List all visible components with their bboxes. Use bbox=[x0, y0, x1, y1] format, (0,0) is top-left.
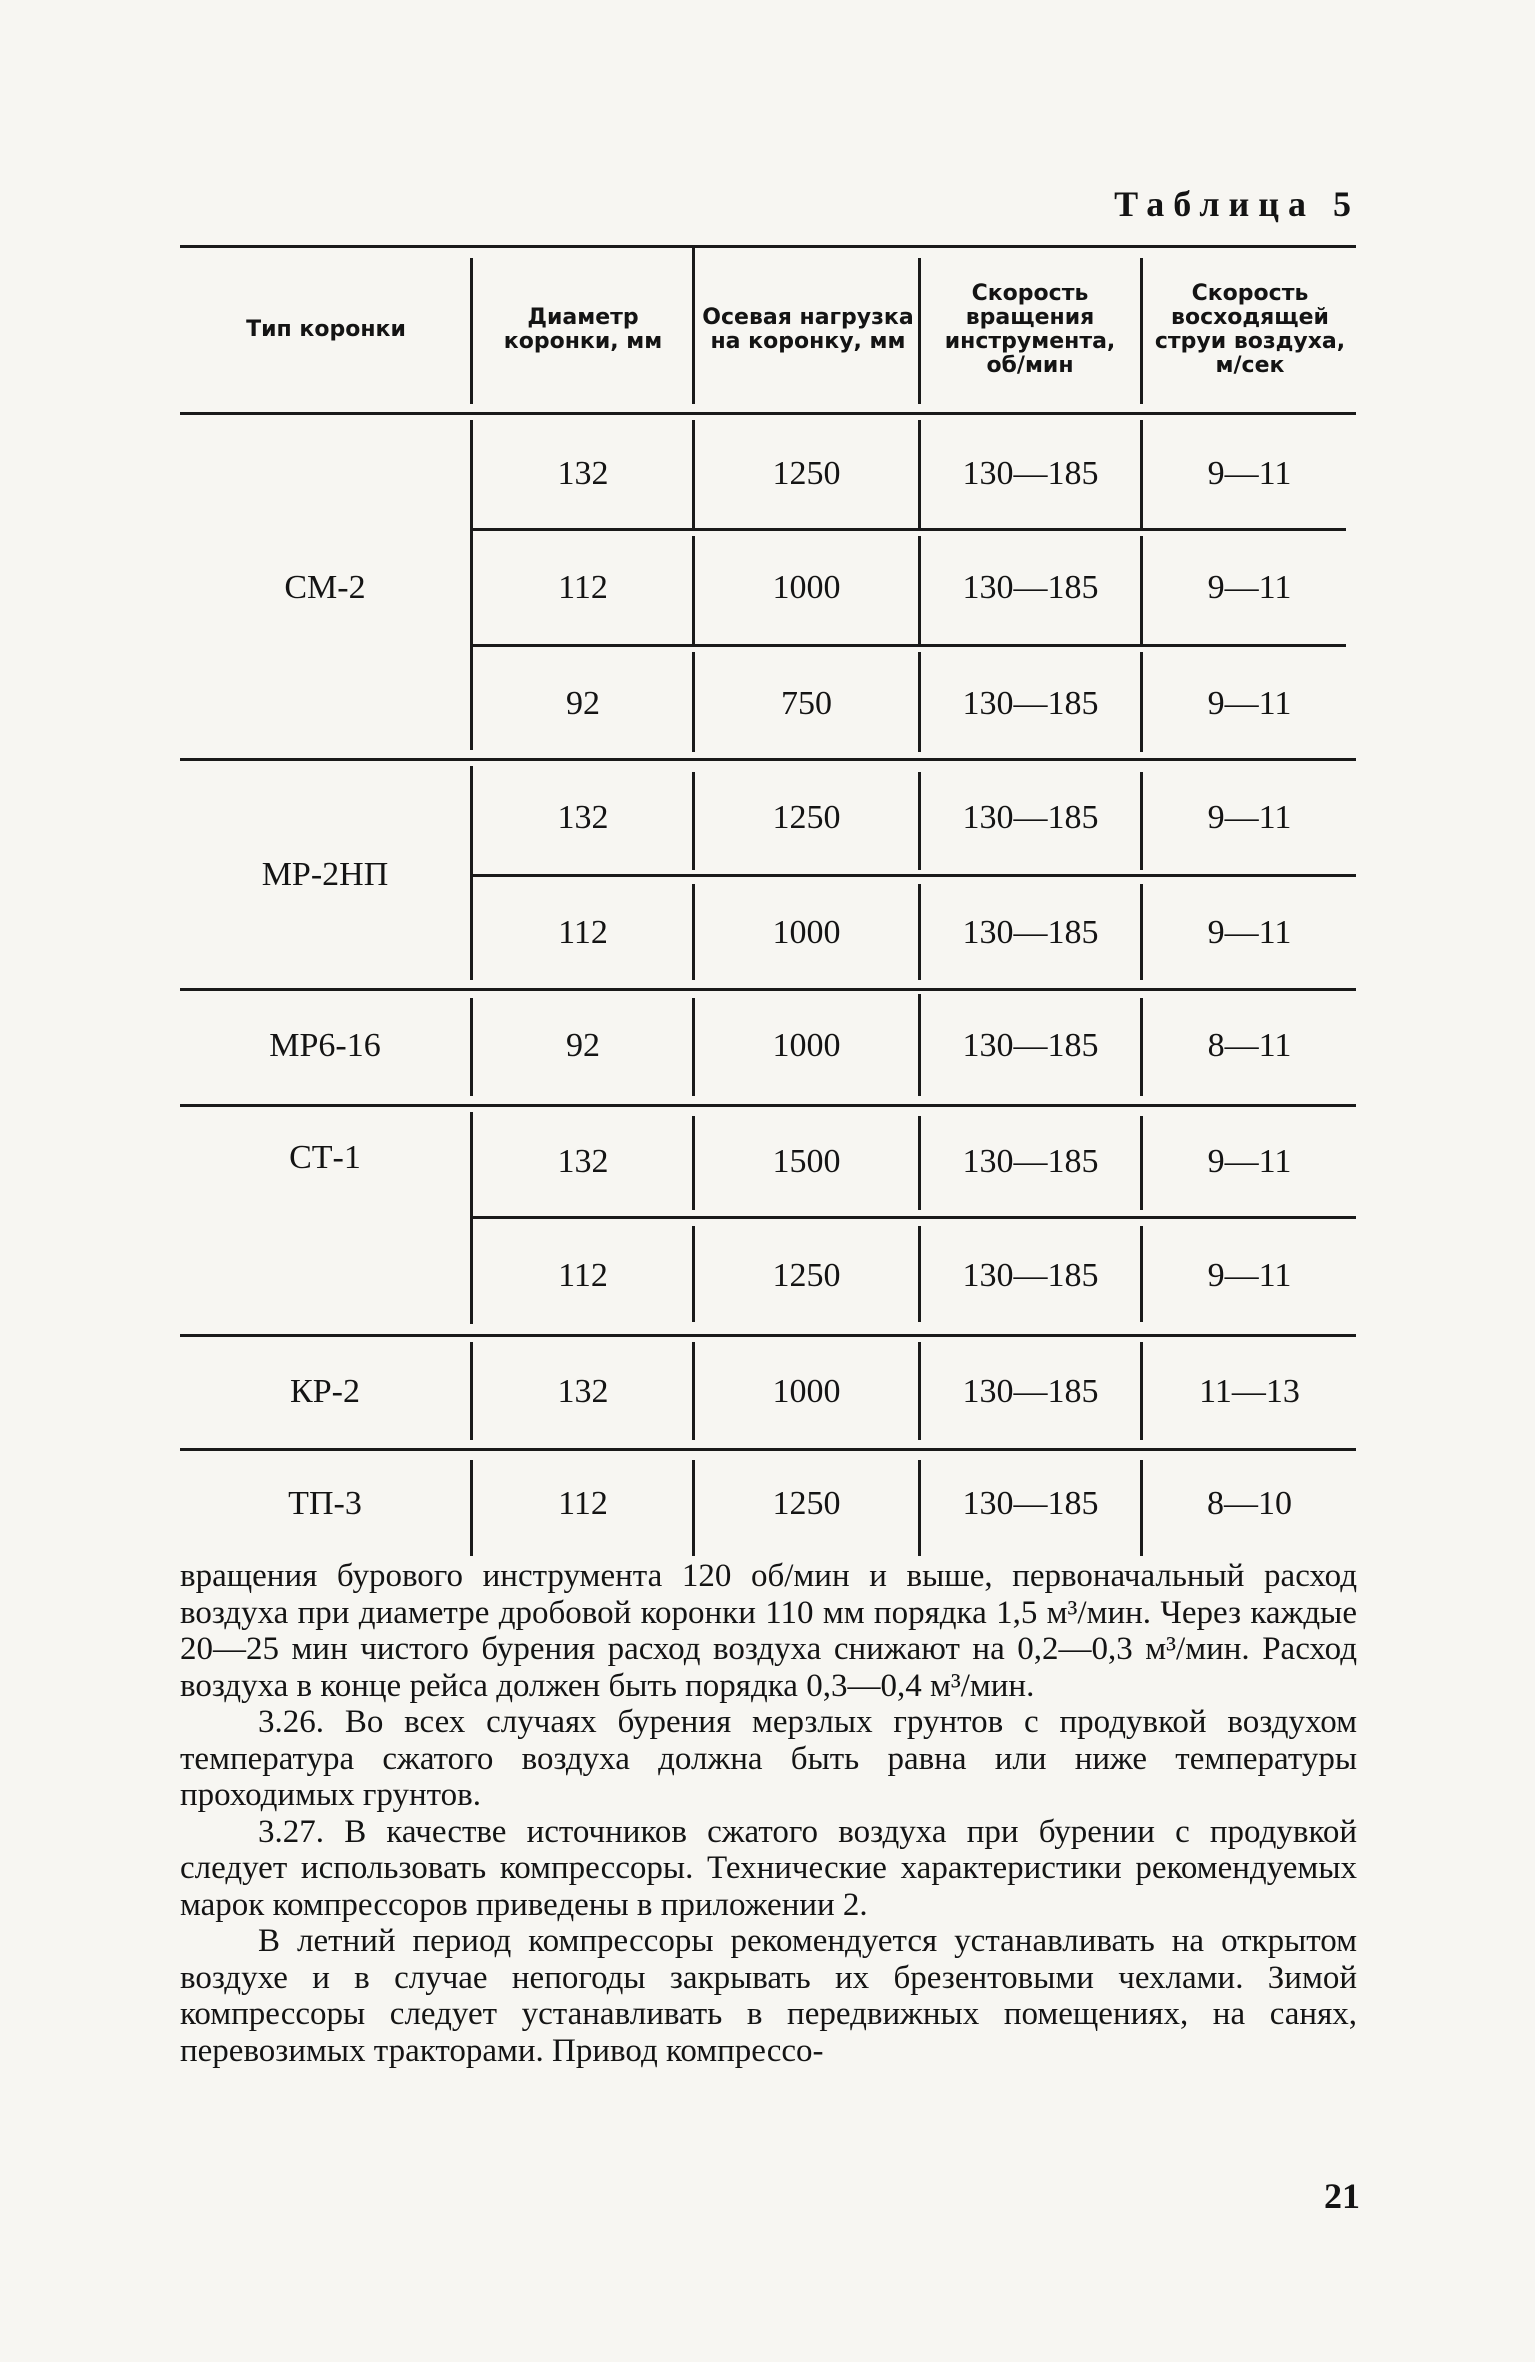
column-separator bbox=[918, 772, 921, 870]
bit-type-kr2: КР-2 bbox=[290, 1373, 360, 1410]
header-separator bbox=[1140, 258, 1143, 404]
cell-rotation: 130—185 bbox=[962, 685, 1099, 722]
group-rule bbox=[180, 758, 1356, 761]
column-separator bbox=[470, 1342, 473, 1440]
group-rule bbox=[180, 1104, 1356, 1107]
column-separator bbox=[692, 772, 695, 870]
column-separator bbox=[918, 1460, 921, 1556]
paragraph-summer-winter: В летний период компрессоры рекомендуется устанавливать на открытом воздухе и в случае непогоды закрывать их брезентовыми чехлами. Зимой компрессоры следует устанавливать в передвижных помещениях, на санях, перевозимых тракторами. Привод компрессо- bbox=[180, 1923, 1357, 2069]
column-separator bbox=[692, 536, 695, 646]
header-separator bbox=[692, 248, 695, 404]
bit-type-st1: СТ-1 bbox=[289, 1139, 361, 1176]
cell-load: 1000 bbox=[772, 1027, 841, 1064]
table-title: Таблица 5 bbox=[1114, 184, 1360, 224]
column-separator bbox=[918, 994, 921, 1096]
bit-type-mr2np: МР-2НП bbox=[261, 856, 389, 893]
column-separator bbox=[692, 884, 695, 980]
cell-rotation: 130—185 bbox=[962, 1257, 1099, 1294]
cell-diameter: 112 bbox=[558, 569, 608, 606]
cell-rotation: 130—185 bbox=[962, 1373, 1099, 1410]
header-separator bbox=[470, 258, 473, 404]
cell-load: 1500 bbox=[772, 1143, 841, 1180]
bit-type-cm2: СМ-2 bbox=[284, 569, 366, 606]
column-separator bbox=[918, 652, 921, 752]
header-type: Тип коронки bbox=[246, 317, 406, 342]
column-separator bbox=[1140, 772, 1143, 870]
cell-air: 9—11 bbox=[1207, 799, 1292, 836]
cell-air: 9—11 bbox=[1207, 1143, 1292, 1180]
header-rotation: Скорость вращения инструмента, об/мин bbox=[944, 281, 1116, 378]
column-separator bbox=[1140, 1226, 1143, 1322]
cell-load: 1000 bbox=[772, 914, 841, 951]
row-rule bbox=[472, 528, 1346, 531]
cell-diameter: 92 bbox=[566, 685, 600, 722]
column-separator bbox=[470, 1460, 473, 1556]
bit-type-tp3: ТП-3 bbox=[288, 1485, 362, 1522]
header-air: Скорость восходящей струи воздуха, м/сек bbox=[1154, 281, 1346, 378]
header-load: Осевая нагрузка на коронку, мм bbox=[702, 305, 914, 354]
table-top-rule bbox=[180, 245, 1356, 248]
row-rule bbox=[472, 644, 1346, 647]
column-separator bbox=[692, 1342, 695, 1440]
cell-rotation: 130—185 bbox=[962, 569, 1099, 606]
column-separator bbox=[918, 1342, 921, 1440]
column-separator bbox=[918, 420, 921, 530]
column-separator bbox=[692, 420, 695, 530]
column-separator bbox=[470, 766, 473, 980]
column-separator bbox=[692, 998, 695, 1096]
group-rule bbox=[180, 1448, 1356, 1451]
column-separator bbox=[692, 1460, 695, 1556]
cell-air: 9—11 bbox=[1207, 455, 1292, 492]
cell-air: 9—11 bbox=[1207, 1257, 1292, 1294]
cell-air: 8—11 bbox=[1207, 1027, 1292, 1064]
page-number: 21 bbox=[1324, 2176, 1360, 2216]
paragraph-3-27: 3.27. В качестве источников сжатого воздуха при бурении с продувкой следует использовать компрессоры. Технические характеристики рекомендуемых марок компрессоров приведены в приложении 2. bbox=[180, 1813, 1357, 1923]
cell-diameter: 132 bbox=[557, 1373, 609, 1410]
cell-diameter: 112 bbox=[558, 914, 608, 951]
column-separator bbox=[918, 1116, 921, 1210]
column-separator bbox=[1140, 1460, 1143, 1556]
group-rule bbox=[180, 1334, 1356, 1337]
cell-diameter: 92 bbox=[566, 1027, 600, 1064]
column-separator bbox=[470, 1112, 473, 1324]
header-diameter: Диаметр коронки, мм bbox=[503, 305, 663, 354]
column-separator bbox=[692, 652, 695, 752]
column-separator bbox=[1140, 420, 1143, 530]
cell-rotation: 130—185 bbox=[962, 1027, 1099, 1064]
column-separator bbox=[918, 884, 921, 980]
column-separator bbox=[692, 1226, 695, 1322]
cell-load: 750 bbox=[781, 685, 832, 722]
column-separator bbox=[1140, 652, 1143, 752]
cell-rotation: 130—185 bbox=[962, 1485, 1099, 1522]
paragraph-3-26: 3.26. Во всех случаях бурения мерзлых грунтов с продувкой воздухом температура сжатого воздуха должна быть равна или ниже температуры проходимых грунтов. bbox=[180, 1704, 1357, 1813]
column-separator bbox=[692, 1116, 695, 1210]
column-separator bbox=[1140, 998, 1143, 1096]
column-separator bbox=[1140, 1342, 1143, 1440]
cell-diameter: 112 bbox=[558, 1485, 608, 1522]
cell-rotation: 130—185 bbox=[962, 914, 1099, 951]
column-separator bbox=[470, 998, 473, 1096]
cell-air: 9—11 bbox=[1207, 569, 1292, 606]
cell-diameter: 112 bbox=[558, 1257, 608, 1294]
cell-diameter: 132 bbox=[557, 799, 609, 836]
column-separator bbox=[918, 536, 921, 646]
bit-type-mr6-16: МР6-16 bbox=[269, 1027, 381, 1064]
column-separator bbox=[1140, 884, 1143, 980]
body-text bbox=[180, 1558, 1357, 2069]
cell-rotation: 130—185 bbox=[962, 455, 1099, 492]
cell-load: 1250 bbox=[772, 455, 841, 492]
row-rule bbox=[472, 1216, 1356, 1219]
cell-air: 9—11 bbox=[1207, 685, 1292, 722]
column-separator bbox=[1140, 536, 1143, 646]
cell-air: 8—10 bbox=[1207, 1485, 1292, 1522]
header-bottom-rule bbox=[180, 412, 1356, 415]
cell-rotation: 130—185 bbox=[962, 1143, 1099, 1180]
cell-air: 9—11 bbox=[1207, 914, 1292, 951]
cell-diameter: 132 bbox=[557, 1143, 609, 1180]
cell-load: 1000 bbox=[772, 1373, 841, 1410]
column-separator bbox=[470, 420, 473, 750]
cell-load: 1250 bbox=[772, 1257, 841, 1294]
row-rule bbox=[472, 874, 1356, 877]
cell-load: 1000 bbox=[772, 569, 841, 606]
cell-air: 11—13 bbox=[1199, 1373, 1300, 1410]
cell-load: 1250 bbox=[772, 799, 841, 836]
group-rule bbox=[180, 988, 1356, 991]
column-separator bbox=[1140, 1116, 1143, 1210]
cell-rotation: 130—185 bbox=[962, 799, 1099, 836]
column-separator bbox=[918, 1226, 921, 1322]
header-separator bbox=[918, 258, 921, 404]
paragraph-continuation: вращения бурового инструмента 120 об/мин и выше, первоначальный расход воздуха при диаметре дробовой коронки 110 мм порядка 1,5 м³/мин. Через каждые 20—25 мин чистого бурения расход воздуха снижают на 0,2—0,3 м³/мин. Расход воздуха в конце рейса должен быть порядка 0,3—0,4 м³/мин. bbox=[180, 1558, 1357, 1704]
cell-diameter: 132 bbox=[557, 455, 609, 492]
cell-load: 1250 bbox=[772, 1485, 841, 1522]
